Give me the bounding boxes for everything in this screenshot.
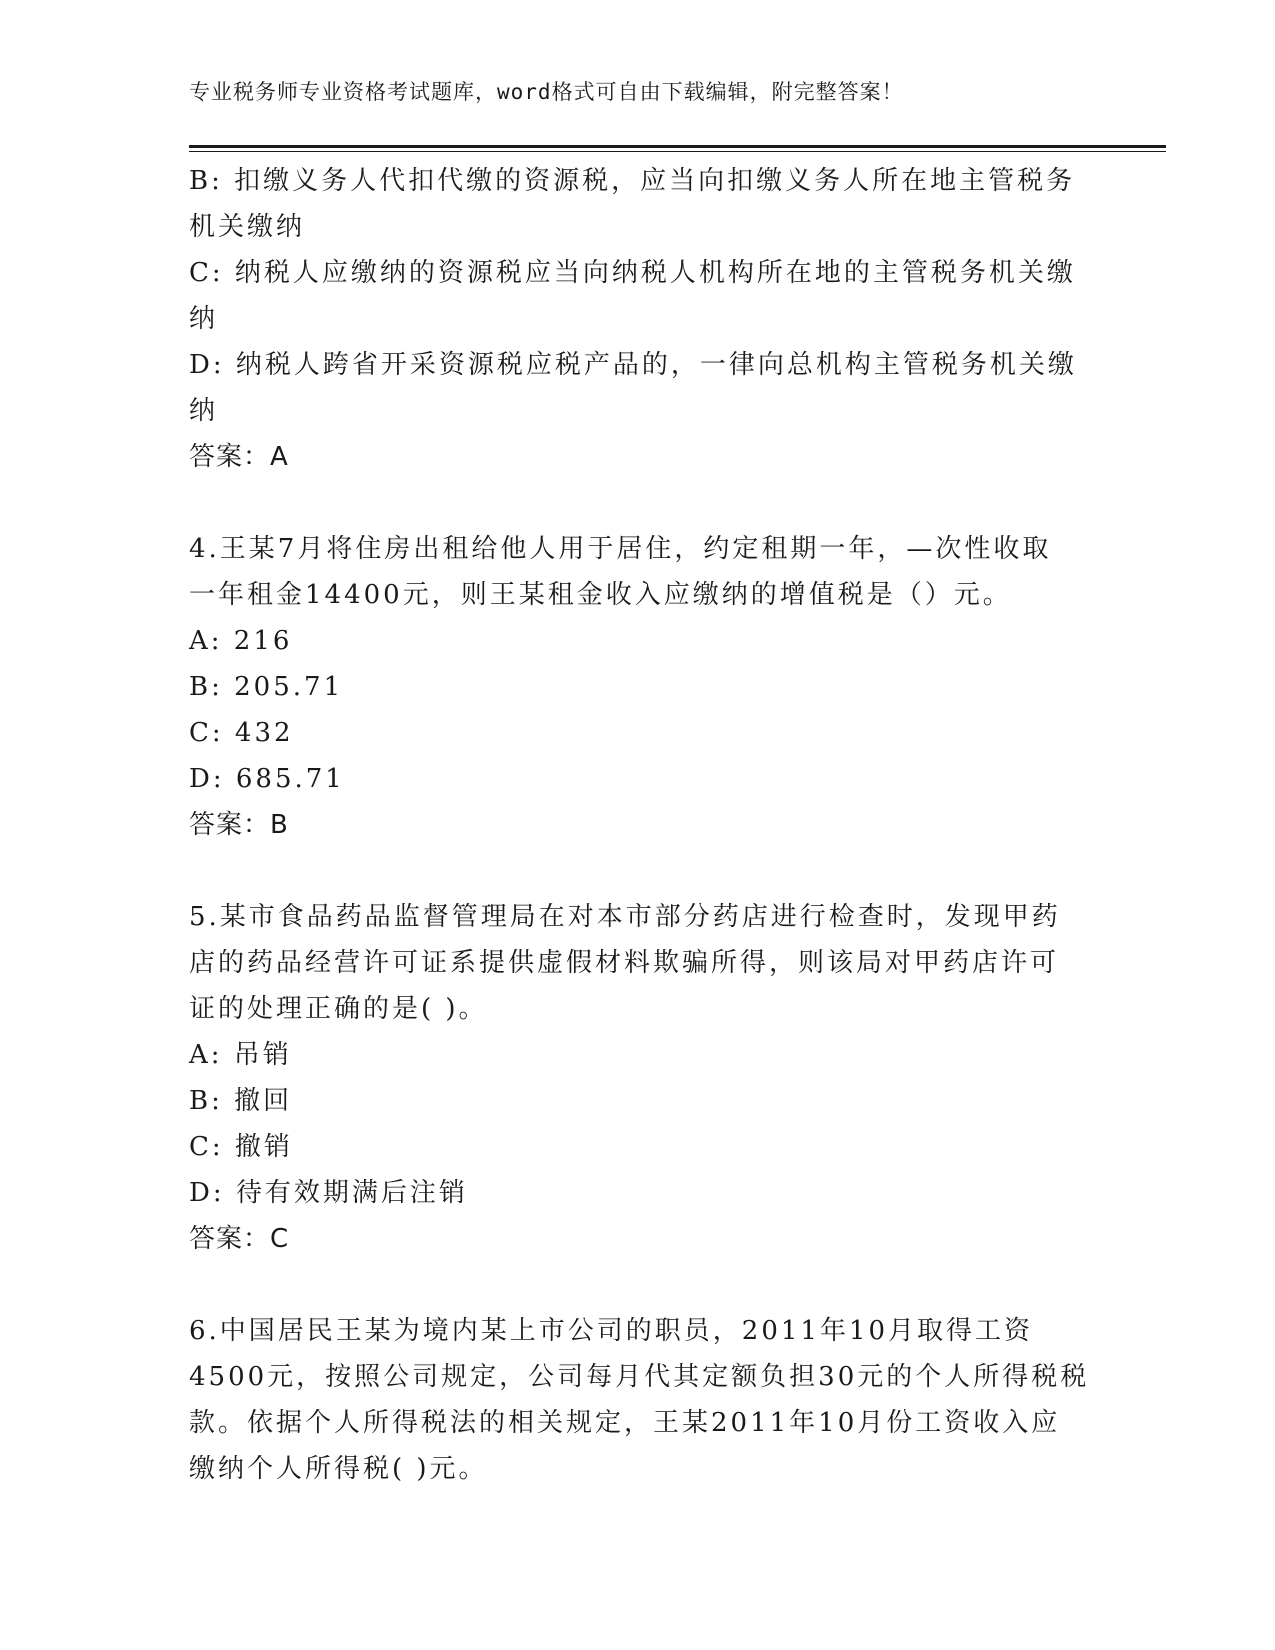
option-d: D: 待有效期满后注销 (189, 1178, 468, 1208)
option-c-line-2: 纳 (189, 304, 219, 334)
question-stem-line: 一年租金14400元，则王某租金收入应缴纳的增值税是（）元。 (189, 580, 1012, 610)
option-b: B: 撤回 (189, 1086, 293, 1116)
answer-line: 答案：B (189, 810, 289, 840)
option-a: A: 吊销 (189, 1040, 292, 1070)
option-c: C: 432 (189, 718, 294, 748)
header-rule-thick (189, 145, 1166, 148)
header-rule-thin (189, 151, 1166, 152)
option-d: D: 685.71 (189, 764, 345, 794)
question-stem-line: 4.王某7月将住房出租给他人用于居住，约定租期一年，—次性收取 (189, 534, 1052, 564)
option-a: A: 216 (189, 626, 293, 656)
spacer (189, 1262, 1089, 1308)
spacer (189, 480, 1089, 526)
question-4 (189, 526, 1089, 848)
document-body (189, 158, 1089, 1492)
option-b-line-1: B: 扣缴义务人代扣代缴的资源税，应当向扣缴义务人所在地主管税务 (189, 166, 1076, 196)
spacer (189, 848, 1089, 894)
question-6 (189, 1308, 1089, 1492)
option-c-line-1: C: 纳税人应缴纳的资源税应当向纳税人机构所在地的主管税务机关缴 (189, 258, 1076, 288)
option-d-line-2: 纳 (189, 396, 219, 426)
question-3-tail (189, 158, 1089, 480)
answer-line: 答案：C (189, 1224, 290, 1254)
option-b-line-2: 机关缴纳 (189, 212, 306, 242)
option-c: C: 撤销 (189, 1132, 293, 1162)
option-b: B: 205.71 (189, 672, 344, 702)
question-stem-line: 5.某市食品药品监督管理局在对本市部分药店进行检查时，发现甲药 (189, 902, 1061, 932)
page-header: 专业税务师专业资格考试题库，word格式可自由下载编辑，附完整答案！ (189, 80, 904, 104)
answer-line: 答案：A (189, 442, 289, 472)
question-5 (189, 894, 1089, 1262)
question-stem-line: 4500元，按照公司规定，公司每月代其定额负担30元的个人所得税税 (189, 1362, 1090, 1392)
question-stem-line: 缴纳个人所得税( )元。 (189, 1454, 488, 1484)
option-d-line-1: D: 纳税人跨省开采资源税应税产品的，一律向总机构主管税务机关缴 (189, 350, 1077, 380)
question-stem-line: 6.中国居民王某为境内某上市公司的职员，2011年10月取得工资 (189, 1316, 1034, 1346)
question-stem-line: 店的药品经营许可证系提供虚假材料欺骗所得，则该局对甲药店许可 (189, 948, 1060, 978)
question-stem-line: 证的处理正确的是( )。 (189, 994, 488, 1024)
question-stem-line: 款。依据个人所得税法的相关规定，王某2011年10月份工资收入应 (189, 1408, 1061, 1438)
